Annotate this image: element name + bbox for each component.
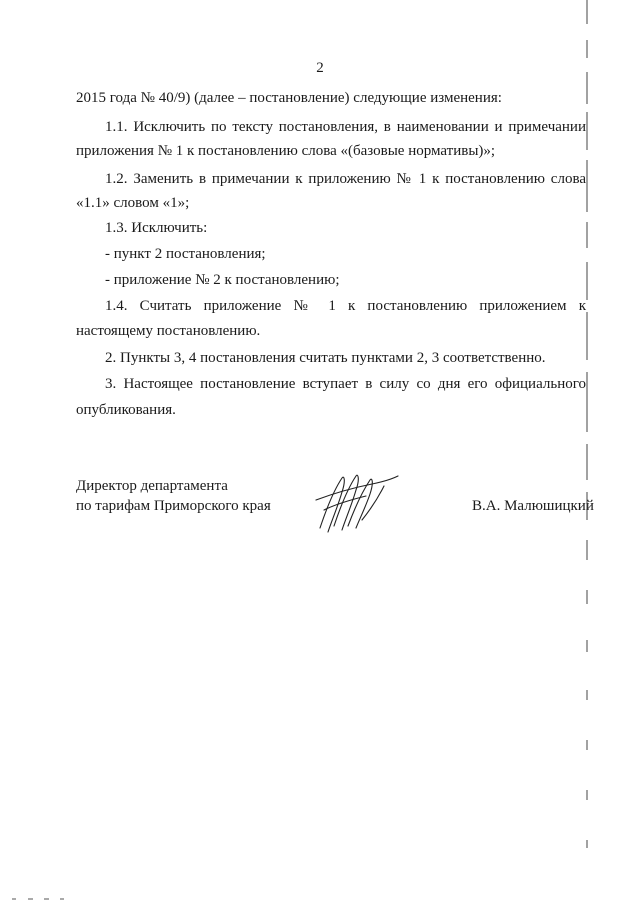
signatory-name: В.А. Малюшицкий	[472, 498, 594, 514]
paragraph-line: 1.3. Исключить:	[105, 220, 208, 236]
paragraph-line: 2015 года № 40/9) (далее – постановление) следующие изменения:	[76, 90, 502, 106]
paragraph-line: «1.1» словом «1»;	[76, 195, 190, 211]
paragraph-line: 3. Настоящее постановление вступает в силу со дня его официального	[105, 376, 586, 392]
paragraph-line: 2. Пункты 3, 4 постановления считать пунктами 2, 3 соответственно.	[105, 350, 546, 366]
signatory-title: Директор департамента	[76, 478, 228, 494]
signatory-department: по тарифам Приморского края	[76, 498, 271, 514]
page-number: 2	[316, 60, 324, 76]
paragraph-line: настоящему постановлению.	[76, 323, 261, 339]
paragraph-line: - приложение № 2 к постановлению;	[105, 272, 340, 288]
paragraph-line: - пункт 2 постановления;	[105, 246, 266, 262]
scan-artifact-marks	[0, 895, 100, 903]
paragraph-line: 1.2. Заменить в примечании к приложению № 1 к постановлению слова	[105, 171, 586, 187]
paragraph-line: опубликования.	[76, 402, 176, 418]
handwritten-signature	[312, 470, 404, 536]
scan-edge-line	[582, 0, 596, 905]
paragraph-line: 1.1. Исключить по тексту постановления, в наименовании и примечании	[105, 119, 586, 135]
paragraph-line: приложения № 1 к постановлению слова «(базовые нормативы)»;	[76, 143, 496, 159]
paragraph-line: 1.4. Считать приложение № 1 к постановлению приложением к	[105, 298, 586, 314]
